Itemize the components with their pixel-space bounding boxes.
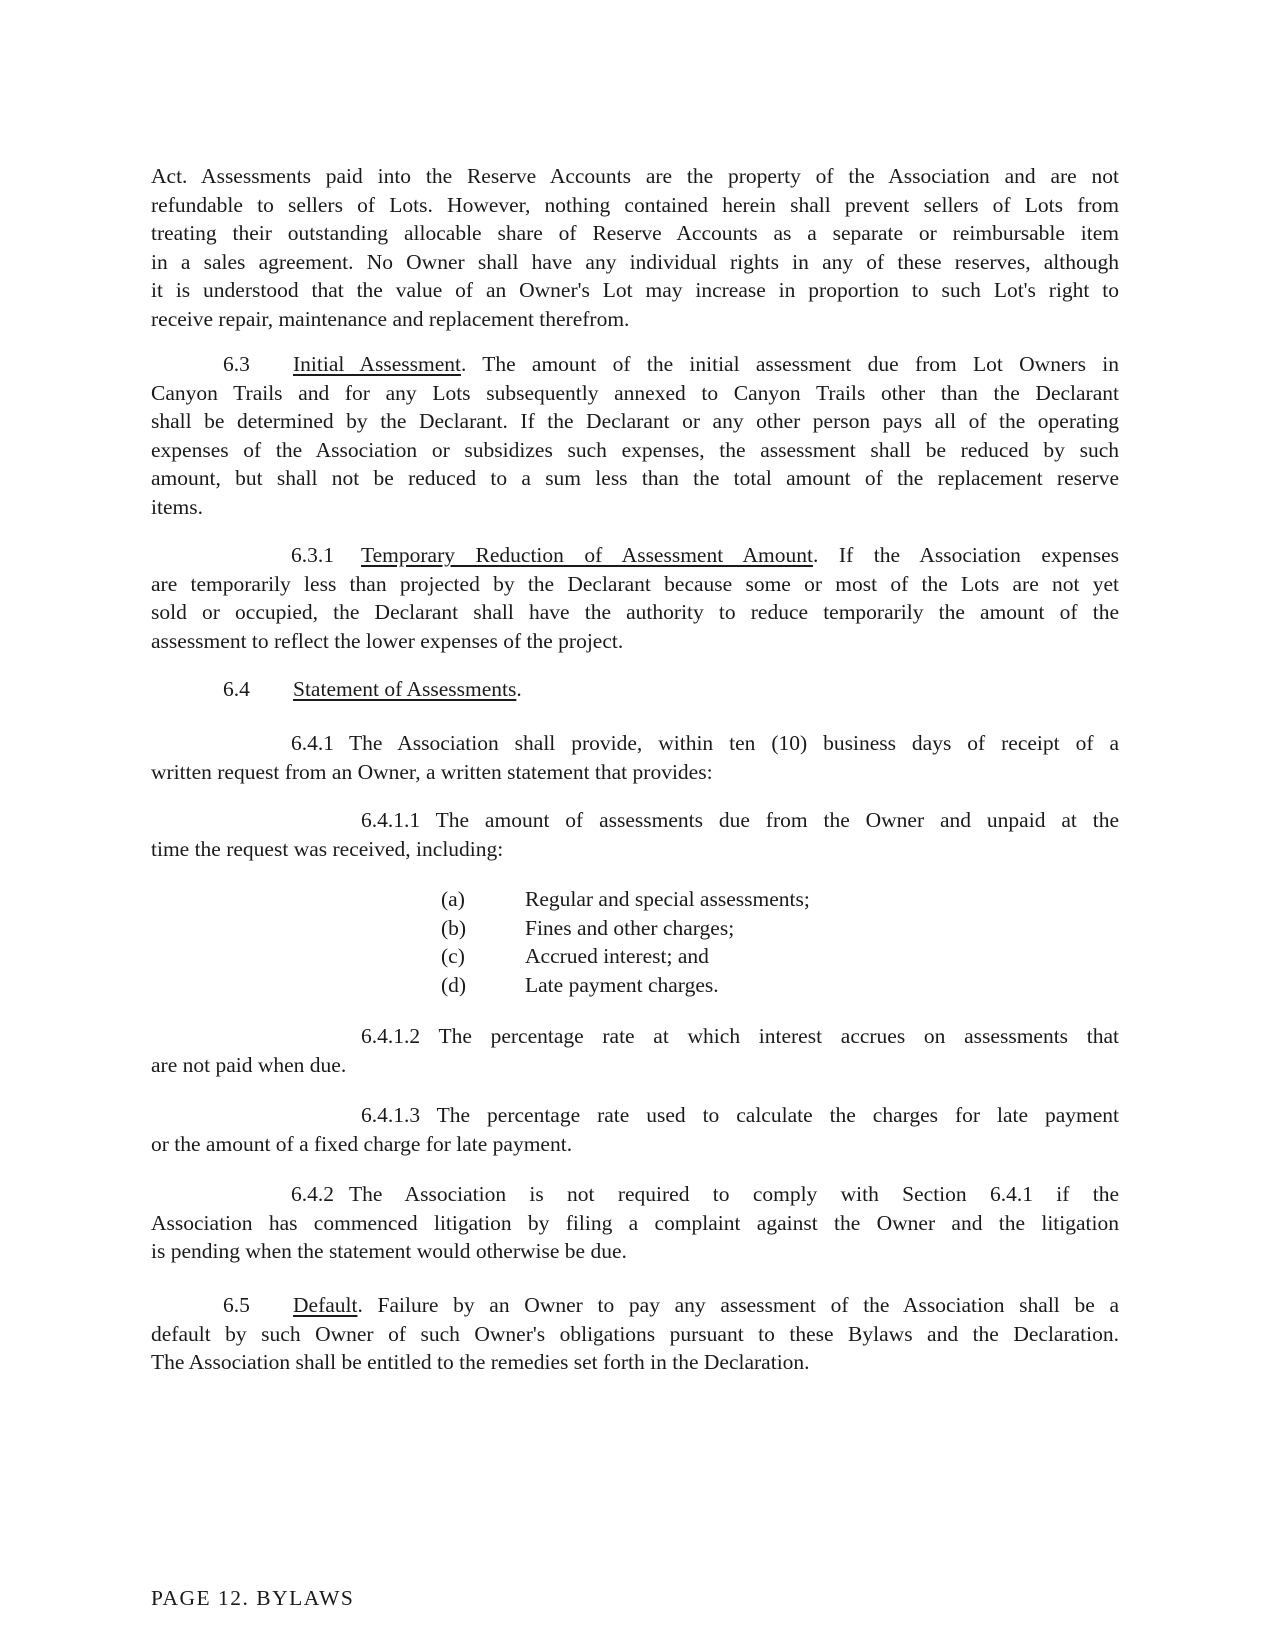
section-6-4-1-3 (151, 1101, 1119, 1158)
section-suffix: . (516, 677, 522, 701)
item-text: Late payment charges. (525, 972, 719, 997)
section-heading: Temporary Reduction of Assessment Amount (361, 543, 814, 567)
section-number: 6.4 (223, 677, 250, 701)
text-line: Canyon Trails and for any Lots subsequently annexed to Canyon Trails other than the Declarant (151, 380, 1119, 405)
item-label: (b) (441, 915, 467, 940)
item-label: (d) (441, 972, 467, 997)
item-label: (a) (441, 887, 465, 911)
list-item (441, 942, 810, 971)
item-label: (c) (441, 944, 465, 969)
section-text: . Failure by an Owner to pay any assessment of the Association shall be a (357, 1293, 1119, 1317)
text-line: default by such Owner of such Owner's obligations pursuant to these Bylaws and the Declaration. (151, 1321, 1119, 1346)
section-first-line (151, 729, 1119, 758)
section-text: The Association shall provide, within ten (10) business days of receipt of a (349, 731, 1119, 755)
section-first-line (151, 541, 1119, 570)
section-6-4-1 (151, 729, 1119, 786)
section-number: 6.3.1 (291, 543, 334, 567)
text-line: shall be determined by the Declarant. If the Declarant or any other person pays all of the operating (151, 409, 1119, 434)
section-number: 6.4.2 (291, 1182, 334, 1206)
section-text: 6.4.1.2 The percentage rate at which interest accrues on assessments that (361, 1024, 1119, 1048)
text-line: time the request was received, including: (151, 836, 504, 861)
text-line: sold or occupied, the Declarant shall have the authority to reduce temporarily the amount of the (151, 600, 1119, 625)
section-text: . If the Association expenses (813, 543, 1120, 567)
assessment-items-list (441, 885, 810, 999)
text-line: written request from an Owner, a written statement that provides: (151, 759, 713, 784)
page-footer: PAGE 12. BYLAWS (151, 1586, 355, 1610)
section-first-line (151, 1180, 1119, 1209)
section-text: 6.4.1.1 The amount of assessments due from the Owner and unpaid at the (361, 808, 1119, 832)
section-number: 6.4.1 (291, 731, 334, 755)
text-line: assessment to reflect the lower expenses of the project. (151, 628, 624, 653)
text-line: are not paid when due. (151, 1052, 347, 1077)
text-line: treating their outstanding allocable share of Reserve Accounts as a separate or reimbursable item (151, 221, 1119, 246)
text-line: it is understood that the value of an Owner's Lot may increase in proportion to such Lot's right to (151, 278, 1119, 303)
section-number: 6.5 (223, 1293, 250, 1317)
item-text: Regular and special assessments; (525, 887, 810, 911)
text-line: or the amount of a fixed charge for late payment. (151, 1131, 573, 1156)
section-6-5 (151, 1291, 1119, 1377)
text-line: amount, but shall not be reduced to a sum less than the total amount of the replacement reserve (151, 466, 1119, 491)
list-item (441, 914, 810, 943)
item-text: Accrued interest; and (525, 944, 709, 969)
text-line: Act. Assessments paid into the Reserve Accounts are the property of the Association and are not (151, 164, 1119, 188)
section-text: The Association is not required to comply with Section 6.4.1 if the (349, 1182, 1119, 1206)
section-6-4 (151, 675, 1119, 704)
section-text: 6.4.1.3 The percentage rate used to calculate the charges for late payment (361, 1103, 1119, 1127)
text-line: is pending when the statement would otherwise be due. (151, 1239, 627, 1264)
section-first-line (151, 1022, 1119, 1051)
section-6-4-1-1 (151, 806, 1119, 863)
section-first-line (151, 1101, 1119, 1130)
text-line: The Association shall be entitled to the remedies set forth in the Declaration. (151, 1350, 810, 1375)
text-line: receive repair, maintenance and replacement therefrom. (151, 306, 630, 331)
section-6-3-1 (151, 541, 1119, 655)
text-line: Association has commenced litigation by filing a complaint against the Owner and the litigation (151, 1210, 1119, 1235)
text-line: are temporarily less than projected by the Declarant because some or most of the Lots are not yet (151, 571, 1119, 596)
item-text: Fines and other charges; (525, 915, 735, 940)
section-number: 6.3 (223, 352, 250, 376)
text-line: items. (151, 494, 203, 519)
section-first-line (151, 1291, 1119, 1320)
section-heading: Initial Assessment (293, 352, 461, 376)
section-6-4-1-2 (151, 1022, 1119, 1079)
section-first-line (151, 806, 1119, 835)
section-6-3 (151, 350, 1119, 522)
section-6-4-2 (151, 1180, 1119, 1266)
section-heading: Default (293, 1293, 358, 1317)
text-line: in a sales agreement. No Owner shall have any individual rights in any of these reserves, although (151, 249, 1119, 274)
text-line: refundable to sellers of Lots. However, nothing contained herein shall prevent sellers of Lots from (151, 192, 1119, 217)
text-line: expenses of the Association or subsidizes such expenses, the assessment shall be reduced by such (151, 437, 1119, 462)
section-text: . The amount of the initial assessment due from Lot Owners in (460, 352, 1120, 376)
list-item (441, 971, 810, 1000)
intro-paragraph (151, 162, 1119, 334)
section-first-line (151, 350, 1119, 379)
section-heading: Statement of Assessments (293, 677, 517, 701)
list-item (441, 885, 810, 914)
